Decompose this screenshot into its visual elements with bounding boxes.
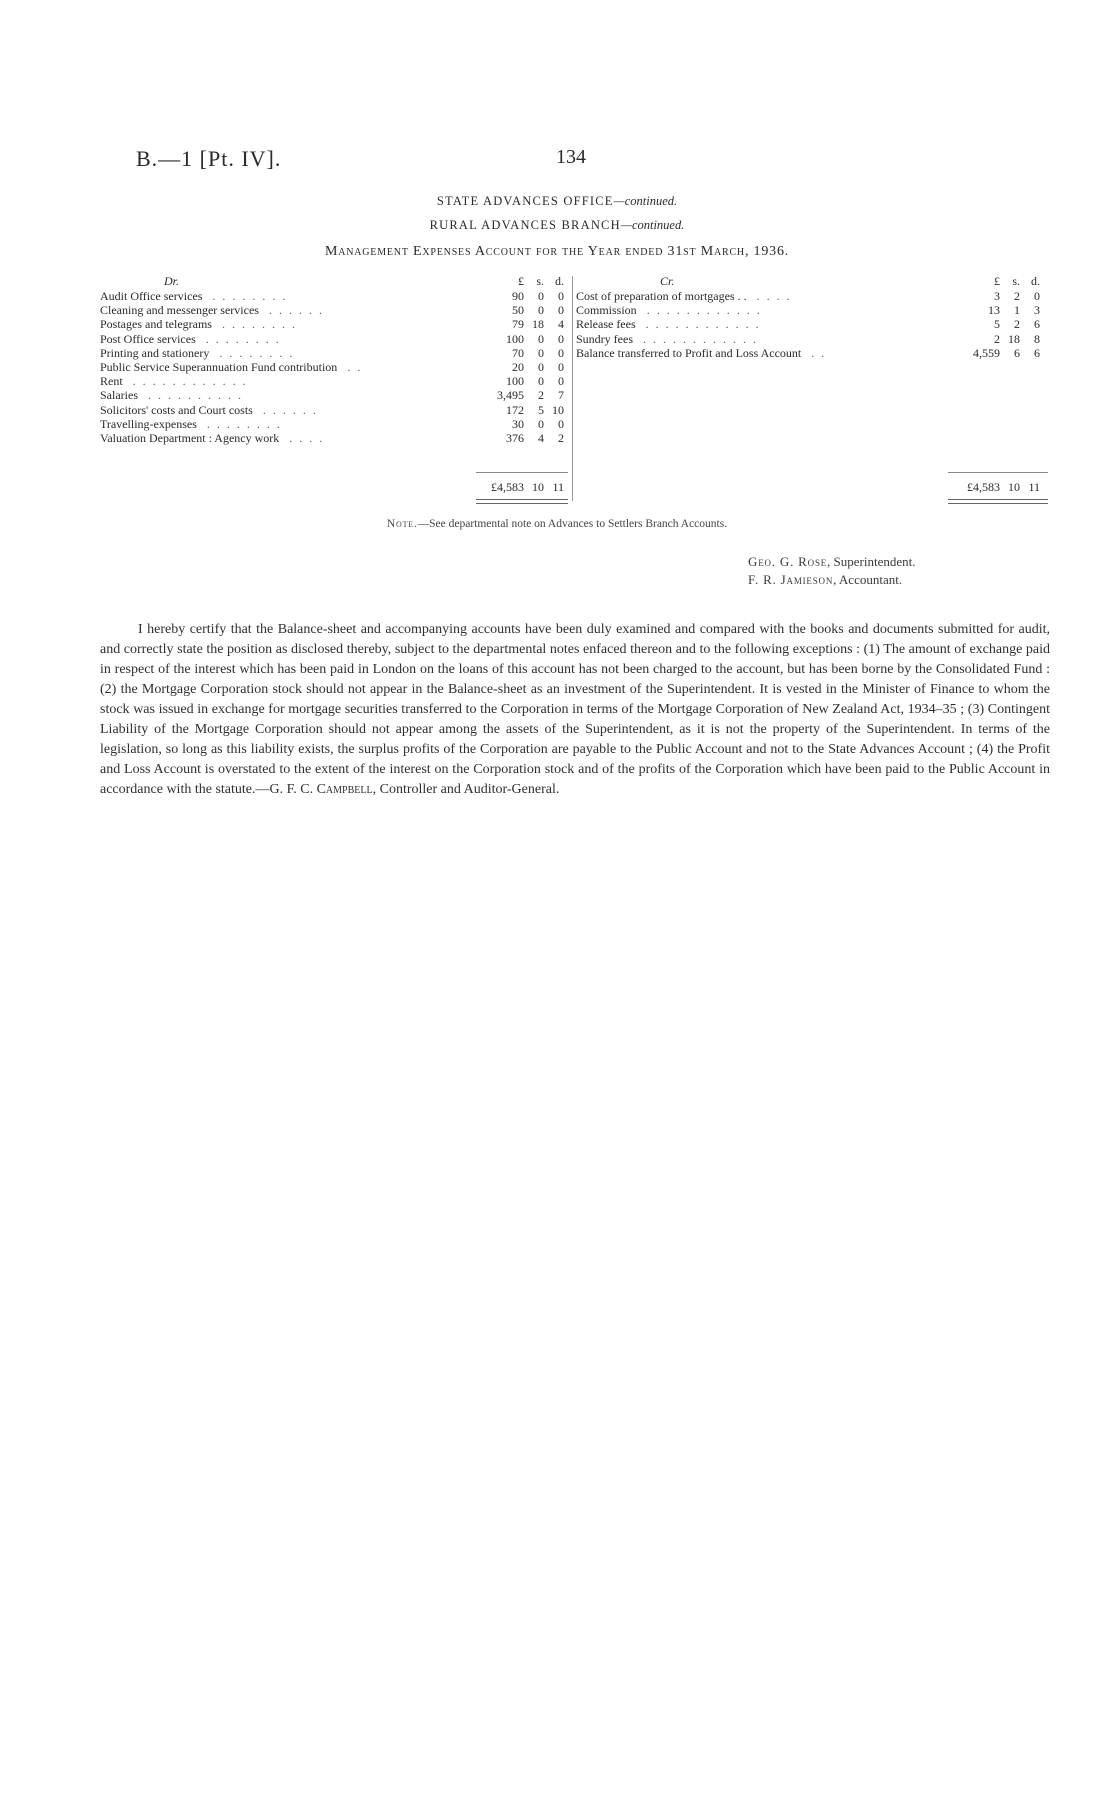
signature-name: F. R. Jamieson — [748, 572, 834, 587]
debit-row-shillings: 5 — [538, 402, 544, 417]
debit-row-pence: 0 — [558, 359, 564, 374]
debit-row-leader-dots: . . . . . . . . — [212, 289, 288, 303]
debit-row-pence: 0 — [558, 289, 564, 303]
debit-row-leader-dots: . . . . . . . . — [206, 416, 282, 431]
debit-row-pounds: 3,495 — [497, 388, 524, 403]
debit-row — [100, 346, 570, 360]
debit-row-pence: 0 — [558, 303, 564, 318]
debit-currency-header — [484, 274, 568, 288]
debit-row-leader-dots: . . . . . . — [268, 303, 324, 318]
credit-row-description: Sundry fees — [576, 331, 633, 346]
signature-name: Geo. G. Rose — [748, 554, 828, 569]
debit-total-double-rule — [476, 499, 568, 504]
signature-superintendent — [748, 554, 916, 570]
debit-total-rule — [476, 472, 568, 473]
debit-row-pence: 4 — [558, 317, 564, 332]
debit-row-shillings: 2 — [538, 388, 544, 403]
credit-row-amount — [960, 346, 1046, 360]
credit-row-shillings: 2 — [1014, 317, 1020, 332]
credit-row-pence: 6 — [1034, 317, 1040, 332]
office-heading — [0, 194, 1114, 209]
debit-row-amount — [484, 317, 570, 331]
debit-row — [100, 289, 570, 303]
debit-row-description: Printing and stationery — [100, 345, 210, 360]
branch-heading-text: RURAL ADVANCES BRANCH — [429, 218, 621, 232]
debit-row-amount — [484, 374, 570, 388]
debit-row-description: Post Office services — [100, 331, 196, 346]
debit-header — [100, 274, 570, 289]
debit-row-pence: 2 — [558, 430, 564, 445]
debit-row-pounds: 100 — [506, 374, 524, 389]
debit-row-leader-dots: . . . . — [289, 430, 325, 445]
debit-row-amount — [484, 289, 570, 303]
debit-total-shillings: 10 — [532, 480, 544, 494]
debit-row-description: Public Service Superannuation Fund contribution — [100, 359, 338, 374]
credit-row-description: Balance transferred to Profit and Loss Account — [576, 345, 802, 360]
debit-row-pounds: 90 — [512, 289, 524, 303]
credit-row-amount — [960, 317, 1046, 331]
credit-row — [576, 346, 1050, 360]
account-title: Management Expenses Account for the Year ended 31st March, 1936. — [324, 244, 790, 259]
debit-row-amount — [484, 403, 570, 417]
credit-header — [576, 274, 1050, 289]
debit-row-pence: 0 — [558, 416, 564, 431]
credit-row-pence: 3 — [1034, 303, 1040, 318]
debit-pence-header: d. — [555, 274, 564, 288]
credit-row — [576, 303, 1050, 317]
debit-row-shillings: 0 — [538, 359, 544, 374]
debit-side — [100, 274, 570, 445]
credit-shillings-header: s. — [1012, 274, 1020, 288]
debit-row-shillings: 0 — [538, 345, 544, 360]
credit-total-rule — [948, 472, 1048, 473]
audit-certificate — [100, 620, 1050, 800]
debit-row-pounds: 376 — [506, 430, 524, 445]
signature-role: , Superintendent. — [827, 554, 916, 569]
credit-pence-header: d. — [1031, 274, 1040, 288]
debit-row-pence: 0 — [558, 345, 564, 360]
office-heading-suffix: —continued. — [613, 194, 678, 208]
credit-label: Cr. — [660, 274, 675, 288]
credit-total-pence: 11 — [1028, 480, 1040, 494]
debit-row-description: Solicitors' costs and Court costs — [100, 402, 253, 417]
credit-row-description: Cost of preparation of mortgages . . — [576, 289, 747, 303]
debit-row-description: Audit Office services — [100, 289, 203, 303]
credit-currency-header — [960, 274, 1044, 288]
debit-row-amount — [484, 417, 570, 431]
debit-row-pounds: 172 — [506, 402, 524, 417]
credit-row-leader-dots: . . . . . . . . . . . . — [646, 303, 762, 318]
debit-row — [100, 360, 570, 374]
credit-row-pence: 0 — [1034, 289, 1040, 303]
credit-row-pounds: 13 — [988, 303, 1000, 318]
certificate-signatory-role: , Controller and Auditor-General. — [372, 782, 560, 797]
certificate-body: I hereby certify that the Balance-sheet and accompanying accounts have been duly examined and compared with the books and documents submitted for audit, and correctly state the position as disclosed thereby, subject to the departmental notes enfaced thereon and to the following exceptions : (1) The amount of exchange paid in respect of the interest which has been paid in London on the loans of this account has not been charged to the account, but has been borne by the Consolidated Fund : (2) the Mortgage Corporation stock should not appear in the Balance-sheet as an investment of the Superintendent. It is vested in the Minister of Finance to whom the stock was issued in exchange for mortgage securities transferred to the Corporation in terms of the Mortgage Corporation of New Zealand Act, 1934–35 ; (3) Contingent Liability of the Mortgage Corporation should not appear among the assets of the Superintendent, as it is not the property of the Superintendent. In terms of the legislation, so long as this liability exists, the surplus profits of the Corporation are payable to the Public Account and not to the State Advances Account ; (4) the Profit and Loss Account is overstated to the extent of the interest on the Corporation stock and of the profits of the Corporation which have been paid to the Public Account in accordance with the statute.— — [100, 622, 1050, 797]
debit-row-pounds: 50 — [512, 303, 524, 318]
debit-row-amount — [484, 360, 570, 374]
debit-row — [100, 303, 570, 317]
credit-row-pence: 6 — [1034, 345, 1040, 360]
credit-total — [948, 480, 1040, 494]
branch-heading — [0, 218, 1114, 233]
debit-row-description: Valuation Department : Agency work — [100, 430, 280, 445]
debit-row-leader-dots: . . . . . . — [262, 402, 318, 417]
debit-row-description: Cleaning and messenger services — [100, 303, 259, 318]
debit-label: Dr. — [164, 274, 180, 288]
debit-row-leader-dots: . . . . . . . . — [219, 345, 295, 360]
debit-total-pence: 11 — [552, 480, 564, 494]
debit-row-leader-dots: . . . . . . . . . . — [148, 388, 243, 403]
debit-row-amount — [484, 388, 570, 402]
debit-row — [100, 374, 570, 388]
debit-row-leader-dots: . . . . . . . . — [205, 331, 281, 346]
debit-row-shillings: 0 — [538, 289, 544, 303]
credit-pounds-header: £ — [994, 274, 1000, 288]
debit-row — [100, 317, 570, 331]
debit-row-shillings: 0 — [538, 374, 544, 389]
page-number: 134 — [556, 146, 586, 168]
debit-row-pence: 7 — [558, 388, 564, 403]
credit-row-leader-dots: . . . . — [756, 289, 792, 303]
debit-row — [100, 417, 570, 431]
credit-row-amount — [960, 289, 1046, 303]
debit-row-amount — [484, 303, 570, 317]
debit-row-pence: 0 — [558, 374, 564, 389]
signature-role: , Accountant. — [833, 572, 903, 587]
credit-row-shillings: 2 — [1014, 289, 1020, 303]
credit-row-amount — [960, 332, 1046, 346]
credit-row-pence: 8 — [1034, 331, 1040, 346]
debit-pounds-header: £ — [518, 274, 524, 288]
debit-total — [476, 480, 564, 494]
credit-rows — [576, 289, 1050, 360]
credit-row — [576, 332, 1050, 346]
debit-row-pounds: 30 — [512, 416, 524, 431]
debit-row-description: Travelling-expenses — [100, 416, 197, 431]
debit-row-shillings: 0 — [538, 331, 544, 346]
debit-row-amount — [484, 332, 570, 346]
credit-row-shillings: 18 — [1008, 331, 1020, 346]
debit-row-pounds: 20 — [512, 359, 524, 374]
credit-total-shillings: 10 — [1008, 480, 1020, 494]
credit-row-leader-dots: . . . . . . . . . . . . — [643, 331, 758, 346]
debit-total-pounds: £4,583 — [491, 480, 524, 494]
credit-side — [576, 274, 1050, 360]
debit-row — [100, 388, 570, 402]
debit-row-shillings: 4 — [538, 430, 544, 445]
credit-row-pounds: 3 — [994, 289, 1000, 303]
certificate-signatory: G. F. C. Campbell — [269, 782, 373, 797]
credit-row-description: Release fees — [576, 317, 636, 332]
debit-row-amount — [484, 431, 570, 445]
debit-row-leader-dots: . . . . . . . . — [221, 317, 297, 332]
office-heading-text: STATE ADVANCES OFFICE — [436, 194, 614, 208]
credit-row-pounds: 4,559 — [973, 345, 1000, 360]
debit-row-description: Postages and telegrams — [100, 317, 212, 332]
debit-row-description: Salaries — [100, 388, 138, 403]
credit-row-shillings: 6 — [1014, 345, 1020, 360]
credit-row-amount — [960, 303, 1046, 317]
debit-row-shillings: 0 — [538, 303, 544, 318]
credit-row — [576, 317, 1050, 331]
credit-row-leader-dots: . . — [811, 345, 827, 360]
debit-row-shillings: 18 — [532, 317, 544, 332]
credit-row-shillings: 1 — [1014, 303, 1020, 318]
debit-row — [100, 431, 570, 445]
debit-shillings-header: s. — [536, 274, 544, 288]
credit-total-pounds: £4,583 — [967, 480, 1000, 494]
debit-row-pence: 0 — [558, 331, 564, 346]
ledger-divider — [572, 276, 573, 501]
debit-row-leader-dots: . . . . . . . . . . . . — [132, 374, 248, 389]
credit-row-pounds: 5 — [994, 317, 1000, 332]
departmental-note — [0, 518, 1114, 530]
debit-row-pounds: 100 — [506, 331, 524, 346]
credit-row — [576, 289, 1050, 303]
debit-rows — [100, 289, 570, 445]
debit-row-pounds: 70 — [512, 345, 524, 360]
debit-row-pounds: 79 — [512, 317, 524, 332]
debit-row-amount — [484, 346, 570, 360]
debit-row — [100, 332, 570, 346]
note-label: Note. — [386, 518, 418, 530]
credit-row-leader-dots: . . . . . . . . . . . . — [645, 317, 761, 332]
debit-row-shillings: 0 — [538, 416, 544, 431]
debit-row-leader-dots: . . — [347, 359, 363, 374]
credit-row-description: Commission — [576, 303, 637, 318]
debit-row-pence: 10 — [552, 402, 564, 417]
signature-accountant — [748, 572, 902, 588]
branch-heading-suffix: —continued. — [620, 218, 685, 232]
page-reference: B.—1 [Pt. IV]. — [136, 146, 282, 171]
note-text: —See departmental note on Advances to Settlers Branch Accounts. — [417, 518, 728, 530]
debit-row — [100, 403, 570, 417]
credit-row-pounds: 2 — [994, 331, 1000, 346]
debit-row-description: Rent — [100, 374, 123, 389]
credit-total-double-rule — [948, 499, 1048, 504]
